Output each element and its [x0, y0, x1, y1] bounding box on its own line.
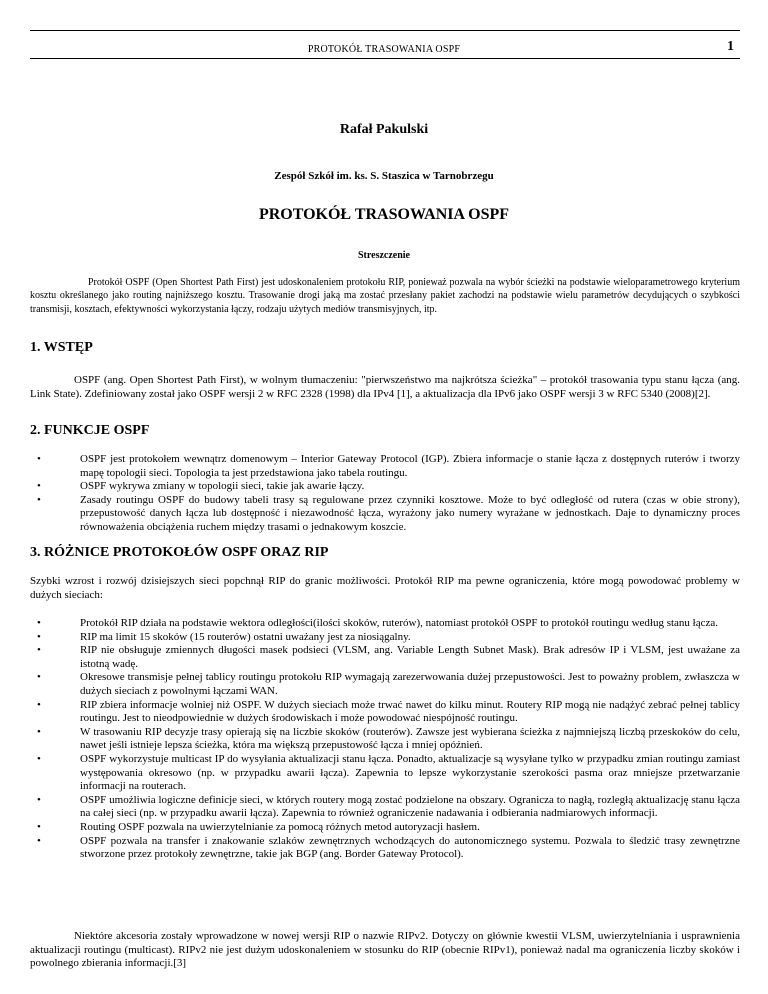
bullet-marker: •	[37, 671, 41, 684]
paper-title: PROTOKÓŁ TRASOWANIA OSPF	[258, 206, 510, 223]
bullet-list	[30, 617, 740, 862]
running-header: PROTOKÓŁ TRASOWANIA OSPF	[307, 44, 461, 55]
list-item	[30, 794, 740, 821]
list-item-text: OSPF pozwala na transfer i znakowanie szlaków zewnętrznych wchodzących do autonomicznego systemu. Pozwala to śledzić trasy zewnętrzne stworzone przez protokoły zewnętrzne, takie jak BGP (ang. Border Gateway Protocol).	[80, 834, 740, 861]
bullet-marker: •	[37, 698, 41, 711]
author-name: Rafał Pakulski	[339, 122, 429, 137]
list-item-text: Routing OSPF pozwala na uwierzytelnianie za pomocą różnych metod autoryzacji hasłem.	[80, 820, 480, 833]
list-item	[30, 835, 740, 862]
list-item-text: RIP zbiera informacje wolniej niż OSPF. W dużych sieciach może trwać nawet do kilku minut. Routery RIP mogą nie nadążyć zebrać pełnej tablicy routingu. Jest to nieodpowiednie w dużych środowiskach i może powodować niespójność routingu.	[80, 698, 740, 725]
list-item-text: OSPF jest protokołem wewnątrz domenowym – Interior Gateway Protocol (IGP). Zbiera informacje o stanie łącza z dostępnych ruterów i tworzy mapę topologii sieci. Topologia ta jest przedstawiona jako tabela routingu.	[80, 453, 740, 479]
list-item	[30, 821, 740, 835]
list-item-text: RIP nie obsługuje zmiennych długości masek podsieci (VLSM, ang. Variable Length Subnet Mask). Brak adresów IP i VLSM, jest uważane za istotną wadę.	[80, 644, 740, 670]
bullet-marker: •	[37, 820, 41, 833]
list-item-text: Okresowe transmisje pełnej tablicy routingu protokołu RIP wymagają zarezerwowania dużej przepustowości. Jest to poważny problem, zwłaszcza w dużych sieciach z powolnymi łączami WAN.	[80, 671, 740, 697]
list-item	[30, 494, 740, 535]
bullet-marker: •	[37, 480, 41, 493]
page-number: 1	[727, 39, 734, 54]
list-item	[30, 453, 740, 480]
section-heading: 1. WSTĘP	[30, 340, 93, 355]
list-item	[30, 699, 740, 726]
bullet-marker: •	[37, 617, 41, 629]
section-heading: 2. FUNKCJE OSPF	[30, 423, 150, 438]
bullet-marker: •	[37, 793, 41, 806]
list-item	[30, 617, 740, 631]
top-rule	[30, 30, 740, 31]
header-rule	[30, 58, 740, 59]
bullet-marker: •	[37, 752, 41, 765]
bullet-marker: •	[37, 493, 41, 506]
list-item	[30, 631, 740, 645]
bullet-marker: •	[37, 725, 41, 738]
bullet-marker: •	[37, 834, 41, 847]
bullet-marker: •	[37, 630, 41, 643]
list-item	[30, 671, 740, 698]
list-item	[30, 480, 740, 494]
section-paragraph: OSPF (ang. Open Shortest Path First), w wolnym tłumaczeniu: "pierwszeństwo ma najkrótsza ścieżka" – protokół trasowania typu stanu łącza (ang. Link State). Zdefiniowany został jako OSPF wersji 2 w RFC 2328 (1998) dla IPv4 [1], a aktualizacja dla IPv6 jako OSPF wersji 3 w RFC 5340 (2008)[2].	[30, 374, 740, 400]
abstract-text: Protokół OSPF (Open Shortest Path First) jest udoskonaleniem protokołu RIP, ponieważ pozwala na wybór ścieżki na podstawie wieloparametrowego kryterium kosztu określanego jako routing najniższego kosztu. Trasowanie drogi jaką ma zostać przesłany pakiet zachodzi na podstawie wielu parametrów decydujących o szybkości transmisji, kosztach, efektywności wykorzystania łączy, rodzaju użytych mediów transmisyjnych, itp.	[30, 277, 740, 315]
abstract-heading: Streszczenie	[357, 250, 410, 261]
list-item-text: RIP ma limit 15 skoków (15 routerów) ostatni uważany jest za niosiągalny.	[80, 630, 411, 643]
list-item-text: OSPF wykrywa zmiany w topologii sieci, takie jak awarie łączy.	[80, 480, 365, 493]
section-heading: 3. RÓŻNICE PROTOKOŁÓW OSPF ORAZ RIP	[30, 545, 329, 560]
section-intro: Szybki wzrost i rozwój dzisiejszych sieci popchnął RIP do granic możliwości. Protokół RIP ma pewne ograniczenia, które mogą powodować problemy w dużych sieciach:	[30, 575, 740, 601]
list-item	[30, 726, 740, 753]
list-item-text: OSPF umożliwia logiczne definicje sieci, w których routery mogą zostać podzielone na obszary. Ogranicza to nagłą, rozległą aktualizację stanu łącza na całej sieci (np. w przypadku awarii łącza). Zapewnia to również ograniczenie nadawania i odbierania nadmiarowych informacji.	[80, 793, 740, 820]
list-item-text: OSPF wykorzystuje multicast IP do wysyłania aktualizacji stanu łącza. Ponadto, aktualizacje są wysyłane tylko w przypadku zmian routingu zamiast występowania okresowo (np. w przypadku awarii łącza). Zapewnia to lepsze wykorzystanie szerokości pasma oraz mniejsze przetwarzanie informacji na routerach.	[80, 752, 740, 793]
closing-paragraph: Niektóre akcesoria zostały wprowadzone w nowej wersji RIP o nazwie RIPv2. Dotyczy on głównie kwestii VLSM, uwierzytelniania i usprawnienia aktualizacji routingu (multicast). RIPv2 nie jest dużym udoskonaleniem w stosunku do RIP (obecnie RIPv1), ponieważ nadal ma ograniczenia liczby skoków i powolnego zbierania informacji.[3]	[30, 930, 740, 970]
affiliation: Zespół Szkół im. ks. S. Staszica w Tarnobrzegu	[274, 170, 494, 182]
list-item	[30, 644, 740, 671]
bullet-marker: •	[37, 453, 41, 465]
list-item-text: W trasowaniu RIP decyzje trasy opierają się na liczbie skoków (routerów). Zawsze jest wybierana ścieżka z najmniejszą liczbą przeskoków do celu, nawet jeśli istnieje lepsza ścieżka, która ma większą przepustowość łącza i mniej opóźnień.	[80, 725, 740, 752]
list-item	[30, 753, 740, 794]
list-item-text: Protokół RIP działa na podstawie wektora odległości(ilości skoków, ruterów), natomiast protokół OSPF to protokół routingu według stanu łącza.	[80, 617, 718, 629]
list-item-text: Zasady routingu OSPF do budowy tabeli trasy są regulowane przez czynniki kosztowe. Może to być odległość od rutera (czas w obie strony), przepustowość danych łącza lub dostępność i niezawodność łącza, wyrażony jako numery wyrażane w jednostkach. Daje to dynamiczny proces równoważenia obciążenia ruchem między trasami o jednakowym koszcie.	[80, 493, 740, 533]
bullet-list	[30, 453, 740, 535]
bullet-marker: •	[37, 644, 41, 657]
